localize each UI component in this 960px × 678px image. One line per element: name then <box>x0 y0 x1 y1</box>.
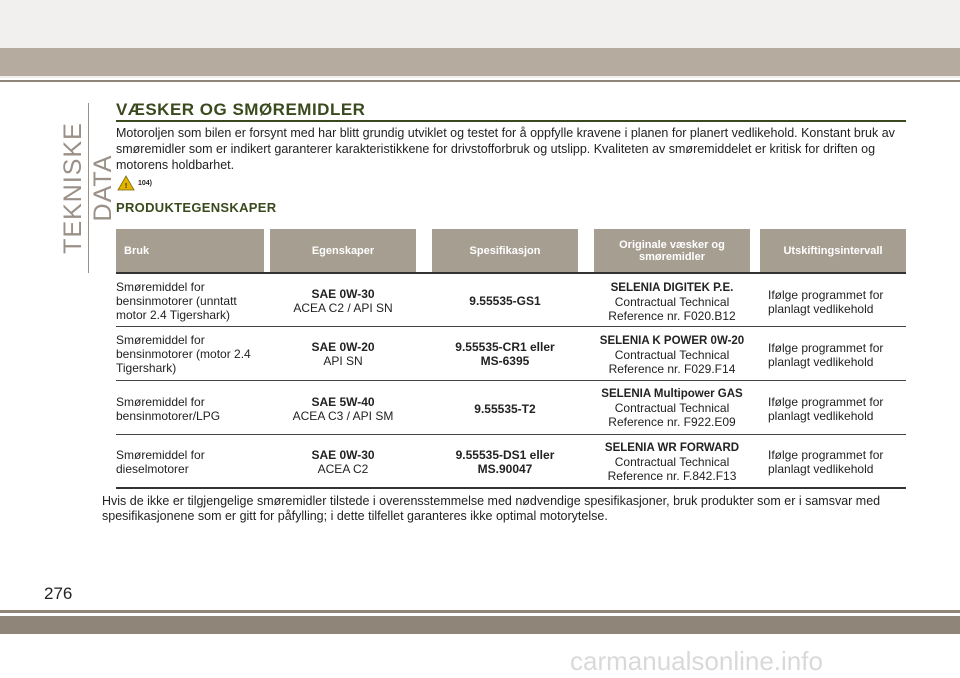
footer-paragraph: Hvis de ikke er tilgjengelige smøremidler tilstede i overensstemmelse med nødvendige spesifikasjoner, bruk produkter som er i samsvar med spesifikasjonene som er gitt for påfylling; i dette tilfellet garanteres ikke optimal motorytelse. <box>102 494 881 523</box>
row-divider <box>116 326 906 327</box>
cell-bruk: Smøremiddel for bensinmotorer (unntatt motor 2.4 Tigershark) <box>116 280 237 322</box>
cell-bruk: Smøremiddel for dieselmotorer <box>116 448 205 476</box>
sidebar-label: TEKNISKE DATA <box>59 122 117 254</box>
product-ref-label: Contractual Technical <box>614 401 730 415</box>
product-ref-label: Contractual Technical <box>614 348 730 362</box>
cell-intervall: Ifølge programmet for planlagt vedlikehold <box>768 448 884 476</box>
egenskap-standard: ACEA C3 / API SM <box>292 409 394 423</box>
column-header-originale: Originale væsker og smøremidler <box>594 229 750 272</box>
cell-egenskaper <box>270 340 416 368</box>
product-ref-label: Contractual Technical <box>614 455 730 469</box>
cell-egenskaper <box>270 448 416 476</box>
product-ref-number: Reference nr. F029.F14 <box>608 362 736 376</box>
section-sidebar <box>58 103 117 273</box>
sidebar-rule <box>88 103 89 273</box>
cell-bruk: Smøremiddel for bensinmotorer/LPG <box>116 395 221 423</box>
egenskap-grade: SAE 0W-20 <box>311 340 375 354</box>
cell-spesifikasjon: 9.55535-T2 <box>474 402 536 416</box>
egenskap-grade: SAE 0W-30 <box>311 287 375 301</box>
bottom-band <box>0 616 960 634</box>
cell-egenskaper <box>270 287 416 315</box>
page-title: VÆSKER OG SMØREMIDLER <box>116 100 366 119</box>
cell-intervall: Ifølge programmet for planlagt vedlikehold <box>768 395 884 423</box>
product-ref-label: Contractual Technical <box>614 295 730 309</box>
egenskap-grade: SAE 0W-30 <box>311 448 375 462</box>
product-name: SELENIA Multipower GAS <box>601 388 743 400</box>
table-header-rule <box>116 272 906 274</box>
column-header-intervall: Utskiftingsintervall <box>760 229 906 272</box>
egenskap-standard: ACEA C2 <box>317 462 369 476</box>
cell-spesifikasjon: 9.55535-CR1 eller MS-6395 <box>455 340 555 368</box>
cell-spesifikasjon: 9.55535-DS1 eller MS.90047 <box>455 448 555 476</box>
intro-paragraph: Motoroljen som bilen er forsynt med har blitt grundig utviklet og testet for å oppfylle kravene i planen for planert vedlikehold. Konstant bruk av smøremidler som er indikert garanterer karakteristikkene for drivstofforbruk og utslipp. Kvaliteten av smøremiddelet er kritisk for driften og motorens holdbarhet. <box>116 126 895 172</box>
cell-bruk: Smøremiddel for bensinmotorer (motor 2.4 Tigershark) <box>116 333 251 375</box>
column-header-bruk: Bruk <box>116 229 264 272</box>
watermark: carmanualsonline.info <box>570 646 823 676</box>
cell-originale <box>594 387 750 429</box>
title-underline <box>116 120 906 122</box>
warning-icon <box>117 175 135 196</box>
top-divider <box>0 80 960 82</box>
top-color-band <box>0 48 960 76</box>
cell-intervall: Ifølge programmet for planlagt vedlikehold <box>768 288 884 316</box>
warning-reference: 104) <box>138 180 153 187</box>
egenskap-standard: ACEA C2 / API SN <box>293 301 393 315</box>
cell-egenskaper <box>270 395 416 423</box>
cell-originale <box>594 441 750 483</box>
svg-text:!: ! <box>124 183 128 190</box>
bottom-rule <box>0 610 960 613</box>
page-number: 276 <box>44 584 73 603</box>
egenskap-standard: API SN <box>323 354 363 368</box>
column-header-egenskaper: Egenskaper <box>270 229 416 272</box>
product-ref-number: Reference nr. F020.B12 <box>608 309 736 323</box>
product-ref-number: Reference nr. F922.E09 <box>608 415 736 429</box>
table-bottom-rule <box>116 487 906 489</box>
cell-intervall: Ifølge programmet for planlagt vedlikehold <box>768 341 884 369</box>
row-divider <box>116 434 906 435</box>
egenskap-grade: SAE 5W-40 <box>311 395 375 409</box>
product-ref-number: Reference nr. F.842.F13 <box>607 469 737 483</box>
column-header-spesifikasjon: Spesifikasjon <box>432 229 578 272</box>
product-name: SELENIA K POWER 0W-20 <box>599 335 745 347</box>
cell-spesifikasjon: 9.55535-GS1 <box>469 294 541 308</box>
row-divider <box>116 380 906 381</box>
cell-originale <box>594 281 750 323</box>
product-name: SELENIA DIGITEK P.E. <box>610 282 734 294</box>
cell-originale <box>594 334 750 376</box>
section-subtitle: PRODUKTEGENSKAPER <box>116 200 277 215</box>
product-name: SELENIA WR FORWARD <box>604 442 740 454</box>
